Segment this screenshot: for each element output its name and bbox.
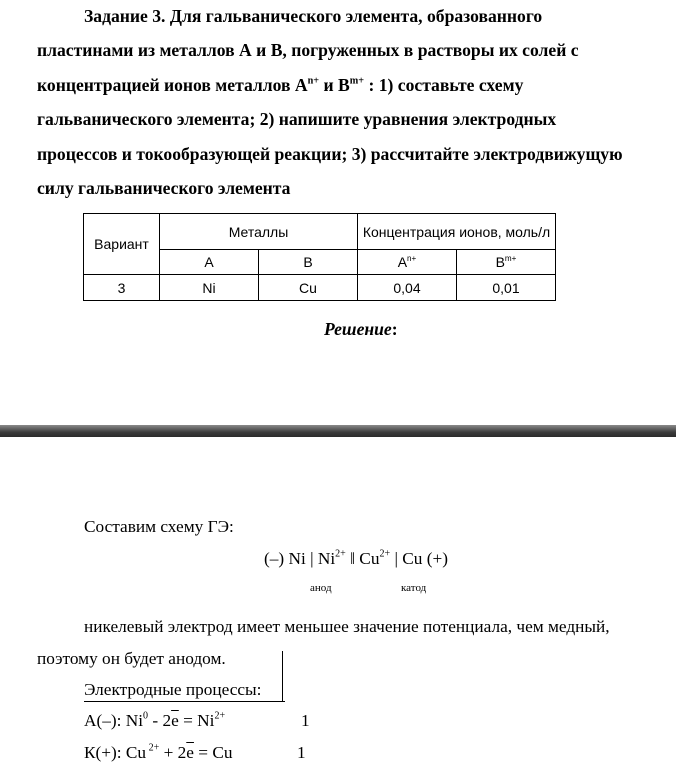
cathode-coefficient: 1 bbox=[297, 743, 306, 762]
subheader-b: В bbox=[259, 250, 358, 275]
header-variant: Вариант bbox=[84, 214, 160, 275]
variant-table bbox=[83, 213, 556, 301]
cell-metal-b: Cu bbox=[259, 275, 358, 301]
anode-label: анод bbox=[310, 582, 332, 594]
task-line-2: пластинами из металлов А и В, погруженных в растворы их солей с bbox=[37, 40, 579, 60]
cathode-equation: К(+): Cu $^{2+} + 2\overline{e} = Cu$ bbox=[84, 742, 233, 762]
anode-coefficient: 1 bbox=[301, 711, 310, 730]
processes-title: Электродные процессы: bbox=[84, 680, 262, 699]
task-line-6: силу гальванического элемента bbox=[37, 178, 291, 198]
task-line-5: процессов и токообразующей реакции; 3) рассчитайте электродвижущую bbox=[37, 144, 623, 164]
page-separator bbox=[0, 425, 676, 437]
page-bottom bbox=[0, 437, 676, 769]
table-row bbox=[84, 275, 556, 301]
anode-equation: А(–): $Ni^0 - 2\overline{e} = Ni^{2+}$ bbox=[84, 710, 226, 730]
cell-conc-a: 0,04 bbox=[358, 275, 457, 301]
scheme-caption: Составим схему ГЭ: bbox=[84, 517, 234, 536]
solution-heading: Решение: bbox=[324, 319, 398, 339]
explanation-line-1: никелевый электрод имеет меньшее значение потенциала, чем медный, bbox=[84, 617, 610, 636]
cell-variant: 3 bbox=[84, 275, 160, 301]
balance-divider-vertical bbox=[282, 651, 283, 701]
explanation-line-2: поэтому он будет анодом. bbox=[37, 649, 226, 668]
header-concentration: Концентрация ионов, моль/л bbox=[358, 214, 556, 250]
balance-divider-horizontal bbox=[84, 701, 285, 702]
cell-conc-b: 0,01 bbox=[457, 275, 556, 301]
subheader-b-ion: $В^{m+}$ bbox=[457, 250, 556, 275]
task-line-1: Задание 3. Для гальванического элемента, образованного bbox=[84, 6, 543, 26]
header-metals: Металлы bbox=[160, 214, 358, 250]
cathode-label: катод bbox=[401, 582, 427, 594]
task-line-4: гальванического элемента; 2) напишите уравнения электродных bbox=[37, 109, 557, 129]
cell-metal-a: Ni bbox=[160, 275, 259, 301]
subheader-a: А bbox=[160, 250, 259, 275]
cell-scheme: (–) Ni | $Ni^{2+}$ ‖ $Cu^{2+}$ | Cu (+) bbox=[264, 548, 448, 568]
subheader-a-ion: $А^{n+}$ bbox=[358, 250, 457, 275]
task-line-3: концентрацией ионов металлов $А^{n+}$ и $В^{m+}$ : 1) составьте схему bbox=[37, 75, 524, 95]
